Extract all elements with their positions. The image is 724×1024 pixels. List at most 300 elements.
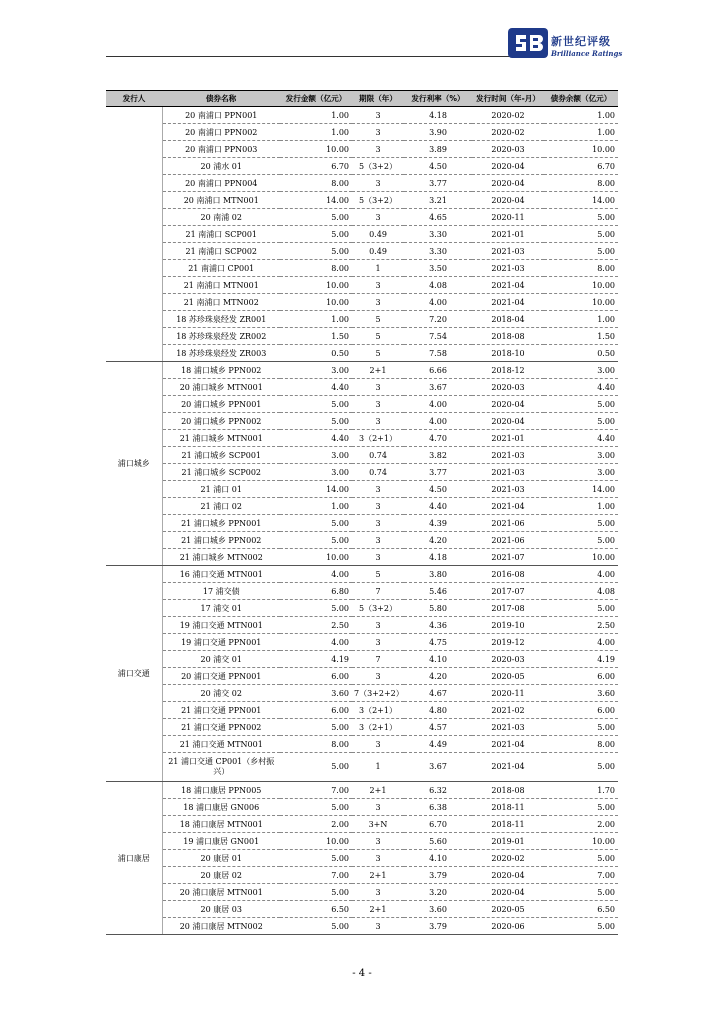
issue-date-cell: 2020-05 (472, 668, 544, 685)
issue-amount-cell: 5.00 (280, 515, 352, 532)
balance-cell: 5.00 (544, 243, 618, 260)
term-cell: 0.49 (352, 243, 404, 260)
term-cell: 3 (352, 736, 404, 753)
rate-cell: 7.58 (404, 345, 472, 362)
balance-cell: 5.00 (544, 884, 618, 901)
bond-name-cell: 18 苏珍珠泉经发 ZR001 (162, 311, 280, 328)
balance-cell: 8.00 (544, 260, 618, 277)
bond-name-cell: 20 浦口康居 MTN002 (162, 918, 280, 935)
balance-cell: 1.00 (544, 498, 618, 515)
issue-amount-cell: 10.00 (280, 141, 352, 158)
issue-date-cell: 2020-06 (472, 918, 544, 935)
bond-name-cell: 18 浦口康居 MTN001 (162, 816, 280, 833)
bond-name-cell: 21 浦口城乡 PPN002 (162, 532, 280, 549)
balance-cell: 5.00 (544, 515, 618, 532)
table-row (106, 901, 618, 918)
term-cell: 0.74 (352, 464, 404, 481)
bond-name-cell: 20 浦口城乡 MTN001 (162, 379, 280, 396)
issue-amount-cell: 5.00 (280, 719, 352, 736)
balance-cell: 10.00 (544, 141, 618, 158)
rate-cell: 3.77 (404, 464, 472, 481)
table-row (106, 124, 618, 141)
table-row (106, 816, 618, 833)
balance-cell: 5.00 (544, 850, 618, 867)
bond-name-cell: 16 浦口交通 MTN001 (162, 566, 280, 583)
issue-amount-cell: 3.00 (280, 447, 352, 464)
bond-name-cell: 21 浦口交通 PPN002 (162, 719, 280, 736)
table-row (106, 668, 618, 685)
rate-cell: 3.80 (404, 566, 472, 583)
column-header: 债券余额（亿元） (544, 91, 618, 107)
issue-amount-cell: 7.00 (280, 782, 352, 799)
rate-cell: 7.54 (404, 328, 472, 345)
issue-amount-cell: 3.00 (280, 464, 352, 481)
term-cell: 3 (352, 396, 404, 413)
balance-cell: 0.50 (544, 345, 618, 362)
rate-cell: 4.40 (404, 498, 472, 515)
balance-cell: 4.08 (544, 583, 618, 600)
issue-date-cell: 2020-03 (472, 651, 544, 668)
balance-cell: 5.00 (544, 799, 618, 816)
table-row (106, 850, 618, 867)
balance-cell: 5.00 (544, 532, 618, 549)
table-row (106, 141, 618, 158)
issue-date-cell: 2020-04 (472, 192, 544, 209)
table-row (106, 719, 618, 736)
table-body (106, 107, 618, 935)
table-row (106, 345, 618, 362)
bond-name-cell: 21 浦口交通 PPN001 (162, 702, 280, 719)
table-row (106, 328, 618, 345)
bond-name-cell: 21 南浦口 SCP002 (162, 243, 280, 260)
bond-name-cell: 20 南浦 02 (162, 209, 280, 226)
table-row (106, 413, 618, 430)
term-cell: 2+1 (352, 782, 404, 799)
issue-date-cell: 2017-08 (472, 600, 544, 617)
term-cell: 3 (352, 634, 404, 651)
issue-amount-cell: 4.40 (280, 430, 352, 447)
issue-date-cell: 2018-11 (472, 816, 544, 833)
bond-name-cell: 20 浦口交通 PPN001 (162, 668, 280, 685)
rate-cell: 4.75 (404, 634, 472, 651)
balance-cell: 4.00 (544, 634, 618, 651)
balance-cell: 5.00 (544, 209, 618, 226)
bond-name-cell: 20 康居 03 (162, 901, 280, 918)
rate-cell: 4.20 (404, 668, 472, 685)
issue-date-cell: 2020-02 (472, 850, 544, 867)
table-row (106, 243, 618, 260)
table-row (106, 549, 618, 566)
issue-amount-cell: 10.00 (280, 549, 352, 566)
issue-date-cell: 2020-02 (472, 107, 544, 124)
rate-cell: 3.50 (404, 260, 472, 277)
rate-cell: 4.00 (404, 396, 472, 413)
rate-cell: 7.20 (404, 311, 472, 328)
term-cell: 5 (352, 328, 404, 345)
rate-cell: 4.00 (404, 413, 472, 430)
table-row (106, 651, 618, 668)
rate-cell: 4.18 (404, 549, 472, 566)
term-cell: 5（3+2） (352, 600, 404, 617)
term-cell: 2+1 (352, 362, 404, 379)
table-row (106, 311, 618, 328)
balance-cell: 4.40 (544, 430, 618, 447)
bond-name-cell: 21 浦口 01 (162, 481, 280, 498)
issue-date-cell: 2021-03 (472, 447, 544, 464)
issue-amount-cell: 5.00 (280, 799, 352, 816)
bond-name-cell: 20 南浦口 MTN001 (162, 192, 280, 209)
rate-cell: 4.18 (404, 107, 472, 124)
term-cell: 2+1 (352, 901, 404, 918)
issue-amount-cell: 5.00 (280, 600, 352, 617)
bond-name-cell: 21 浦口城乡 SCP001 (162, 447, 280, 464)
balance-cell: 4.19 (544, 651, 618, 668)
rate-cell: 4.70 (404, 430, 472, 447)
issue-amount-cell: 1.00 (280, 311, 352, 328)
balance-cell: 14.00 (544, 192, 618, 209)
term-cell: 3+N (352, 816, 404, 833)
term-cell: 3 (352, 799, 404, 816)
term-cell: 5（3+2） (352, 192, 404, 209)
table-row (106, 867, 618, 884)
rate-cell: 4.10 (404, 850, 472, 867)
term-cell: 1 (352, 753, 404, 782)
issue-amount-cell: 6.80 (280, 583, 352, 600)
brilliance-logo-icon (508, 28, 548, 58)
rate-cell: 6.32 (404, 782, 472, 799)
issue-amount-cell: 14.00 (280, 192, 352, 209)
issue-date-cell: 2021-07 (472, 549, 544, 566)
bond-name-cell: 20 浦口城乡 PPN001 (162, 396, 280, 413)
issue-date-cell: 2021-06 (472, 515, 544, 532)
bond-name-cell: 21 浦口城乡 MTN001 (162, 430, 280, 447)
issue-amount-cell: 5.00 (280, 413, 352, 430)
bond-name-cell: 20 南浦口 PPN003 (162, 141, 280, 158)
issue-date-cell: 2020-11 (472, 685, 544, 702)
term-cell: 3 (352, 141, 404, 158)
rate-cell: 4.50 (404, 158, 472, 175)
issue-amount-cell: 2.00 (280, 816, 352, 833)
issue-amount-cell: 1.00 (280, 498, 352, 515)
issue-amount-cell: 6.00 (280, 668, 352, 685)
issue-date-cell: 2021-04 (472, 498, 544, 515)
issue-amount-cell: 6.00 (280, 702, 352, 719)
table-row (106, 600, 618, 617)
table-row (106, 515, 618, 532)
table-row (106, 447, 618, 464)
rate-cell: 4.80 (404, 702, 472, 719)
balance-cell: 10.00 (544, 277, 618, 294)
bond-name-cell: 21 南浦口 SCP001 (162, 226, 280, 243)
term-cell: 3 (352, 294, 404, 311)
table-row (106, 158, 618, 175)
issue-amount-cell: 5.00 (280, 532, 352, 549)
rate-cell: 5.60 (404, 833, 472, 850)
logo-english-name: Brilliance Ratings (551, 49, 623, 58)
issue-amount-cell: 1.50 (280, 328, 352, 345)
issue-date-cell: 2021-01 (472, 226, 544, 243)
issue-date-cell: 2018-11 (472, 799, 544, 816)
bond-name-cell: 17 浦交债 (162, 583, 280, 600)
issue-amount-cell: 4.00 (280, 566, 352, 583)
issue-amount-cell: 3.00 (280, 362, 352, 379)
table-row (106, 833, 618, 850)
bond-name-cell: 20 浦口康居 MTN001 (162, 884, 280, 901)
table-row (106, 799, 618, 816)
issue-amount-cell: 5.00 (280, 850, 352, 867)
term-cell: 7（3+2+2） (352, 685, 404, 702)
issue-date-cell: 2021-06 (472, 532, 544, 549)
balance-cell: 5.00 (544, 753, 618, 782)
bond-name-cell: 21 浦口城乡 MTN002 (162, 549, 280, 566)
issue-date-cell: 2021-03 (472, 719, 544, 736)
term-cell: 0.49 (352, 226, 404, 243)
term-cell: 3 (352, 175, 404, 192)
balance-cell: 5.00 (544, 719, 618, 736)
term-cell: 0.74 (352, 447, 404, 464)
balance-cell: 1.00 (544, 311, 618, 328)
term-cell: 3 (352, 549, 404, 566)
issue-amount-cell: 5.00 (280, 209, 352, 226)
balance-cell: 1.00 (544, 107, 618, 124)
bond-name-cell: 18 浦口康居 GN006 (162, 799, 280, 816)
table-row (106, 685, 618, 702)
balance-cell: 3.00 (544, 447, 618, 464)
issue-date-cell: 2019-01 (472, 833, 544, 850)
issue-date-cell: 2020-02 (472, 124, 544, 141)
bond-table (106, 90, 618, 935)
issue-date-cell: 2020-04 (472, 884, 544, 901)
issue-amount-cell: 1.00 (280, 124, 352, 141)
issue-date-cell: 2020-03 (472, 379, 544, 396)
term-cell: 3 (352, 277, 404, 294)
issue-amount-cell: 5.00 (280, 396, 352, 413)
rate-cell: 5.46 (404, 583, 472, 600)
issue-date-cell: 2020-05 (472, 901, 544, 918)
rate-cell: 4.36 (404, 617, 472, 634)
table-row (106, 362, 618, 379)
bond-name-cell: 21 浦口城乡 PPN001 (162, 515, 280, 532)
issue-date-cell: 2021-03 (472, 260, 544, 277)
issue-date-cell: 2020-04 (472, 175, 544, 192)
issue-date-cell: 2016-08 (472, 566, 544, 583)
issue-date-cell: 2021-04 (472, 277, 544, 294)
bond-name-cell: 20 南浦口 PPN001 (162, 107, 280, 124)
term-cell: 5 (352, 345, 404, 362)
table-row (106, 107, 618, 124)
table-row (106, 396, 618, 413)
issue-amount-cell: 14.00 (280, 481, 352, 498)
term-cell: 3 (352, 107, 404, 124)
balance-cell: 10.00 (544, 549, 618, 566)
balance-cell: 5.00 (544, 413, 618, 430)
balance-cell: 5.00 (544, 226, 618, 243)
term-cell: 7 (352, 583, 404, 600)
issue-amount-cell: 0.50 (280, 345, 352, 362)
rate-cell: 3.90 (404, 124, 472, 141)
rate-cell: 3.89 (404, 141, 472, 158)
rate-cell: 4.67 (404, 685, 472, 702)
issue-amount-cell: 8.00 (280, 736, 352, 753)
bond-name-cell: 20 康居 02 (162, 867, 280, 884)
issue-amount-cell: 3.60 (280, 685, 352, 702)
issue-date-cell: 2018-12 (472, 362, 544, 379)
term-cell: 3 (352, 668, 404, 685)
header-rule (106, 56, 512, 57)
term-cell: 3 (352, 532, 404, 549)
issue-date-cell: 2021-04 (472, 736, 544, 753)
table-row (106, 192, 618, 209)
column-header: 发行人 (106, 91, 162, 107)
balance-cell: 7.00 (544, 867, 618, 884)
issue-amount-cell: 2.50 (280, 617, 352, 634)
issue-amount-cell: 4.40 (280, 379, 352, 396)
column-header: 发行金额（亿元） (280, 91, 352, 107)
issue-date-cell: 2021-03 (472, 243, 544, 260)
bond-name-cell: 19 浦口交通 PPN001 (162, 634, 280, 651)
rate-cell: 3.77 (404, 175, 472, 192)
term-cell: 5 (352, 311, 404, 328)
balance-cell: 1.00 (544, 124, 618, 141)
issue-date-cell: 2018-08 (472, 782, 544, 799)
term-cell: 3 (352, 850, 404, 867)
issue-amount-cell: 5.00 (280, 884, 352, 901)
issue-date-cell: 2020-04 (472, 867, 544, 884)
issue-date-cell: 2021-04 (472, 294, 544, 311)
issue-date-cell: 2021-01 (472, 430, 544, 447)
balance-cell: 6.70 (544, 158, 618, 175)
bond-name-cell: 17 浦交 01 (162, 600, 280, 617)
term-cell: 3 (352, 515, 404, 532)
rate-cell: 3.79 (404, 918, 472, 935)
logo-chinese-name: 新世纪评级 (551, 35, 611, 48)
term-cell: 3（2+1） (352, 430, 404, 447)
table-row (106, 736, 618, 753)
bond-name-cell: 18 浦口城乡 PPN002 (162, 362, 280, 379)
column-header: 期限（年） (352, 91, 404, 107)
table-row (106, 617, 618, 634)
table-row (106, 634, 618, 651)
balance-cell: 4.40 (544, 379, 618, 396)
issuer-cell: 浦口城乡 (106, 362, 162, 566)
issue-date-cell: 2020-04 (472, 413, 544, 430)
balance-cell: 5.00 (544, 396, 618, 413)
table-row (106, 498, 618, 515)
balance-cell: 10.00 (544, 833, 618, 850)
term-cell: 3 (352, 918, 404, 935)
issuer-cell: 浦口交通 (106, 566, 162, 782)
balance-cell: 8.00 (544, 175, 618, 192)
balance-cell: 1.50 (544, 328, 618, 345)
bond-name-cell: 21 南浦口 MTN002 (162, 294, 280, 311)
issue-amount-cell: 10.00 (280, 833, 352, 850)
issue-amount-cell: 8.00 (280, 175, 352, 192)
term-cell: 5 (352, 566, 404, 583)
term-cell: 3 (352, 124, 404, 141)
rate-cell: 3.30 (404, 226, 472, 243)
table-row (106, 226, 618, 243)
issue-date-cell: 2019-10 (472, 617, 544, 634)
rate-cell: 6.70 (404, 816, 472, 833)
bond-name-cell: 18 浦口康居 PPN005 (162, 782, 280, 799)
balance-cell: 1.70 (544, 782, 618, 799)
bond-name-cell: 20 南浦口 PPN004 (162, 175, 280, 192)
issue-date-cell: 2021-03 (472, 464, 544, 481)
term-cell: 3 (352, 833, 404, 850)
rate-cell: 6.38 (404, 799, 472, 816)
table-row (106, 566, 618, 583)
table-row (106, 481, 618, 498)
issue-amount-cell: 7.00 (280, 867, 352, 884)
term-cell: 3（2+1） (352, 702, 404, 719)
issue-date-cell: 2021-03 (472, 481, 544, 498)
term-cell: 3 (352, 617, 404, 634)
rate-cell: 3.21 (404, 192, 472, 209)
rate-cell: 3.82 (404, 447, 472, 464)
balance-cell: 14.00 (544, 481, 618, 498)
term-cell: 3 (352, 413, 404, 430)
rate-cell: 3.67 (404, 753, 472, 782)
issue-date-cell: 2018-04 (472, 311, 544, 328)
rate-cell: 4.50 (404, 481, 472, 498)
bond-name-cell: 18 苏珍珠泉经发 ZR003 (162, 345, 280, 362)
balance-cell: 3.60 (544, 685, 618, 702)
bond-name-cell: 21 浦口交通 MTN001 (162, 736, 280, 753)
issue-date-cell: 2019-12 (472, 634, 544, 651)
issue-amount-cell: 6.70 (280, 158, 352, 175)
table-row (106, 702, 618, 719)
bond-name-cell: 21 浦口 02 (162, 498, 280, 515)
balance-cell: 3.00 (544, 362, 618, 379)
column-header: 发行利率（%） (404, 91, 472, 107)
bond-name-cell: 19 浦口交通 MTN001 (162, 617, 280, 634)
issue-amount-cell: 5.00 (280, 753, 352, 782)
bond-name-cell: 20 康居 01 (162, 850, 280, 867)
issue-date-cell: 2021-04 (472, 753, 544, 782)
issuer-cell (106, 107, 162, 362)
issue-date-cell: 2020-04 (472, 396, 544, 413)
rate-cell: 4.00 (404, 294, 472, 311)
table-row (106, 209, 618, 226)
rate-cell: 4.49 (404, 736, 472, 753)
rate-cell: 3.79 (404, 867, 472, 884)
bond-name-cell: 20 南浦口 PPN002 (162, 124, 280, 141)
issue-amount-cell: 10.00 (280, 294, 352, 311)
bond-name-cell: 20 浦交 01 (162, 651, 280, 668)
issue-date-cell: 2018-10 (472, 345, 544, 362)
balance-cell: 10.00 (544, 294, 618, 311)
column-header: 发行时间（年-月） (472, 91, 544, 107)
term-cell: 3（2+1） (352, 719, 404, 736)
rate-cell: 3.20 (404, 884, 472, 901)
term-cell: 3 (352, 379, 404, 396)
issue-date-cell: 2018-08 (472, 328, 544, 345)
bond-name-cell: 18 苏珍珠泉经发 ZR002 (162, 328, 280, 345)
page-number: - 4 - (352, 968, 372, 979)
balance-cell: 5.00 (544, 600, 618, 617)
issue-amount-cell: 4.19 (280, 651, 352, 668)
issue-date-cell: 2017-07 (472, 583, 544, 600)
table-row (106, 753, 618, 782)
bond-name-cell: 21 浦口交通 CP001（乡村振兴） (162, 753, 280, 782)
term-cell: 3 (352, 481, 404, 498)
table-row (106, 294, 618, 311)
table-row (106, 918, 618, 935)
issue-amount-cell: 6.50 (280, 901, 352, 918)
issue-amount-cell: 5.00 (280, 243, 352, 260)
table-header-row (106, 91, 618, 107)
balance-cell: 6.50 (544, 901, 618, 918)
